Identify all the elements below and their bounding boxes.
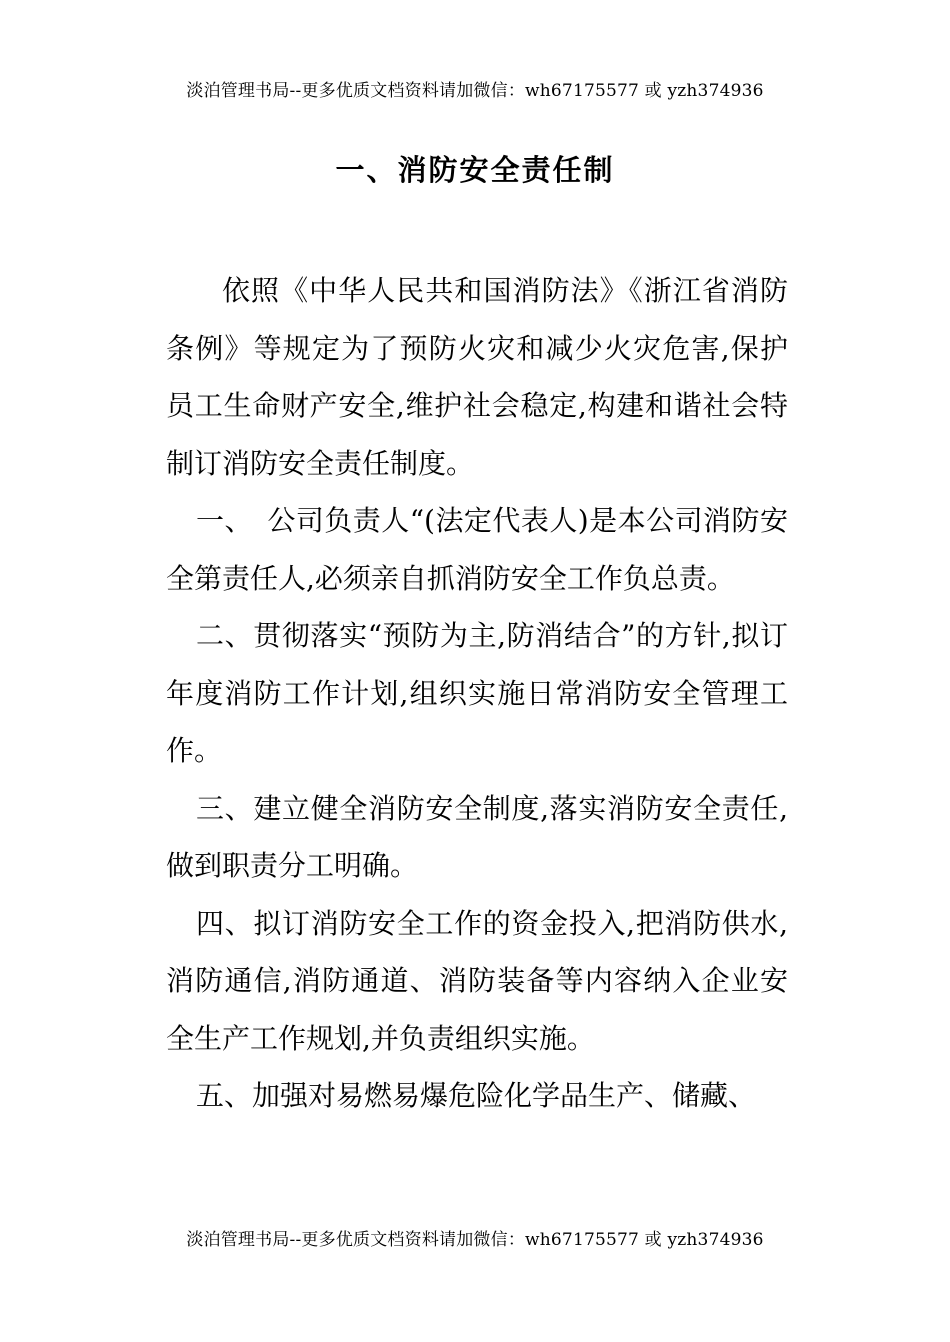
page-header: 淡泊管理书局--更多优质文档资料请加微信：wh67175577 或 yzh374936 xyxy=(186,81,764,101)
document-title: 一、消防安全责任制 xyxy=(335,153,615,187)
clause-4-paragraph: 四、拟订消防安全工作的资金投入,把消防供水,消防通信,消防通道、消防装备等内容纳入企业安全生产工作规划,并负责组织实施。 xyxy=(166,906,788,1055)
clause-1-paragraph: 一、 公司负责人“(法定代表人)是本公司消防安全第责任人,必须亲自抓消防安全工作负总责。 xyxy=(166,504,788,595)
document-body xyxy=(166,262,788,1125)
clause-3-paragraph: 三、建立健全消防安全制度,落实消防安全责任,做到职责分工明确。 xyxy=(166,791,788,882)
intro-paragraph: 依照《中华人民共和国消防法》《浙江省消防条例》等规定为了预防火灾和减少火灾危害,保护员工生命财产安全,维护社会稳定,构建和谐社会特制订消防安全责任制度。 xyxy=(166,274,788,480)
clause-2-paragraph: 二、贯彻落实“预防为主,防消结合”的方针,拟订年度消防工作计划,组织实施日常消防安全管理工作。 xyxy=(166,619,788,767)
page-footer: 淡泊管理书局--更多优质文档资料请加微信：wh67175577 或 yzh374936 xyxy=(186,1230,764,1250)
clause-5-paragraph: 五、加强对易燃易爆危险化学品生产、储藏、 xyxy=(196,1079,757,1112)
